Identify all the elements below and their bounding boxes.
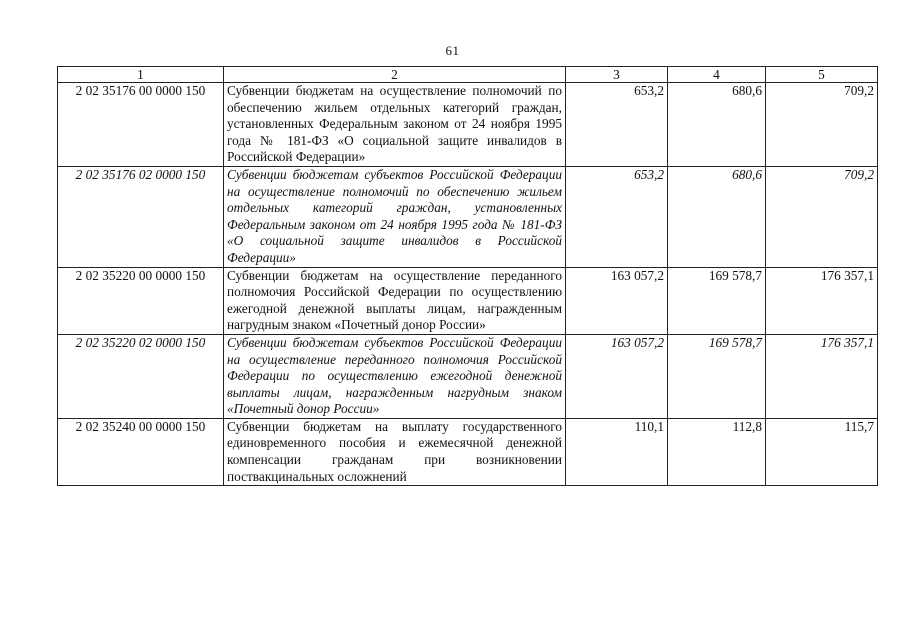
row-value-col5: 176 357,1 (766, 334, 878, 418)
row-description: Субвенции бюджетам на осуществление полномочий по обеспечению жильем отдельных категорий граждан, установленных Федеральным законом от 24 ноября 1995 года № 181-ФЗ «О социальной защите инвалидов в Российской Федерации» (224, 83, 566, 167)
budget-table (57, 66, 878, 486)
table-row (58, 334, 878, 418)
row-description: Субвенции бюджетам на осуществление переданного полномочия Российской Федерации по осуществлению ежегодной денежной выплаты лицам, награжденным нагрудным знаком «Почетный донор России» (224, 267, 566, 334)
row-value-col3: 653,2 (566, 166, 668, 267)
row-code: 2 02 35220 00 0000 150 (58, 267, 224, 334)
row-description: Субвенции бюджетам субъектов Российской Федерации на осуществление переданного полномочия Российской Федерации по осуществлению ежегодной денежной выплаты лицам, награжденным нагрудным знаком «Почетный донор России» (224, 334, 566, 418)
column-header-3: 3 (566, 67, 668, 83)
table-row (58, 267, 878, 334)
row-code: 2 02 35176 00 0000 150 (58, 83, 224, 167)
row-value-col4: 680,6 (668, 166, 766, 267)
page-number: 61 (445, 43, 460, 58)
row-value-col4: 169 578,7 (668, 334, 766, 418)
row-value-col4: 680,6 (668, 83, 766, 167)
row-value-col5: 115,7 (766, 418, 878, 485)
column-header-5: 5 (766, 67, 878, 83)
row-value-col4: 112,8 (668, 418, 766, 485)
row-description: Субвенции бюджетам субъектов Российской Федерации на осуществление полномочий по обеспечению жильем отдельных категорий граждан, установленных Федеральным законом от 24 ноября 1995 года № 181-ФЗ «О социальной защите инвалидов в Российской Федерации» (224, 166, 566, 267)
row-value-col3: 163 057,2 (566, 267, 668, 334)
column-header-2: 2 (224, 67, 566, 83)
row-value-col5: 709,2 (766, 166, 878, 267)
row-value-col3: 110,1 (566, 418, 668, 485)
row-value-col5: 709,2 (766, 83, 878, 167)
table-header-row (58, 67, 878, 83)
row-description: Субвенции бюджетам на выплату государственного единовременного пособия и ежемесячной денежной компенсации гражданам при возникновении поствакцинальных осложнений (224, 418, 566, 485)
row-value-col3: 653,2 (566, 83, 668, 167)
column-header-1: 1 (58, 67, 224, 83)
row-value-col5: 176 357,1 (766, 267, 878, 334)
row-value-col3: 163 057,2 (566, 334, 668, 418)
table-row (58, 166, 878, 267)
row-code: 2 02 35220 02 0000 150 (58, 334, 224, 418)
table-row (58, 418, 878, 485)
row-code: 2 02 35240 00 0000 150 (58, 418, 224, 485)
table-row (58, 83, 878, 167)
column-header-4: 4 (668, 67, 766, 83)
row-value-col4: 169 578,7 (668, 267, 766, 334)
row-code: 2 02 35176 02 0000 150 (58, 166, 224, 267)
